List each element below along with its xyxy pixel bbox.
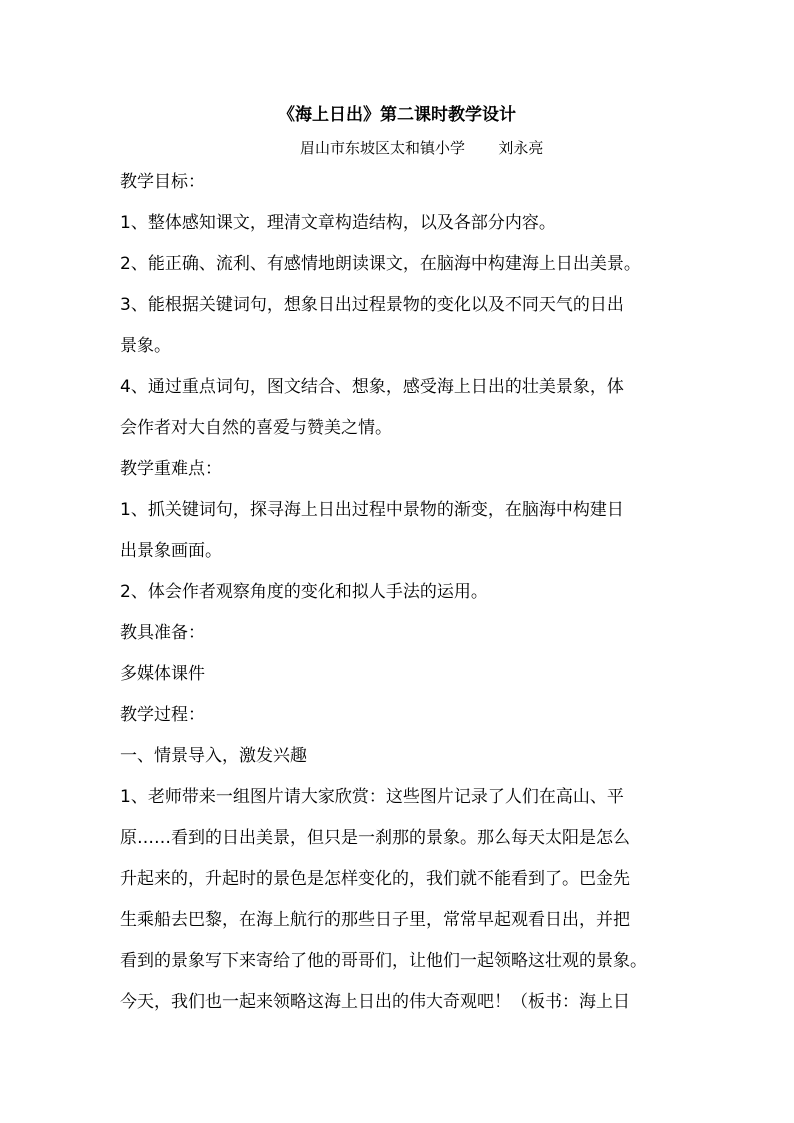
text-line: 看到的景象写下来寄给了他的哥哥们，让他们一起领略这壮观的景象。 xyxy=(120,951,647,971)
text-line: 1、抓关键词句，探寻海上日出过程中景物的渐变，在脑海中构建日 xyxy=(120,500,624,520)
text-line: 原……看到的日出美景，但只是一刹那的景象。那么每天太阳是怎么 xyxy=(120,828,630,848)
heading-process: 教学过程： xyxy=(120,705,205,725)
text-line: 今天，我们也一起来领略这海上日出的伟大奇观吧！（板书：海上日 xyxy=(120,992,630,1012)
text-line: 出景象画面。 xyxy=(120,541,222,561)
heading-materials: 教具准备： xyxy=(120,623,205,643)
heading-objectives: 教学目标： xyxy=(120,172,205,192)
heading-key-points: 教学重难点： xyxy=(120,459,222,479)
text-line: 升起来的，升起时的景色是怎样变化的，我们就不能看到了。巴金先 xyxy=(120,869,630,889)
text-line: 多媒体课件 xyxy=(120,664,205,684)
text-line: 2、体会作者观察角度的变化和拟人手法的运用。 xyxy=(120,582,488,602)
section-heading: 一、情景导入，激发兴趣 xyxy=(120,746,307,766)
text-line: 1、老师带来一组图片请大家欣赏：这些图片记录了人们在高山、平 xyxy=(120,787,624,807)
document-title: 《海上日出》第二课时教学设计 xyxy=(278,105,516,125)
text-line: 1、整体感知课文，理清文章构造结构，以及各部分内容。 xyxy=(120,213,556,233)
text-line: 3、能根据关键词句，想象日出过程景物的变化以及不同天气的日出 xyxy=(120,295,624,315)
text-line: 2、能正确、流利、有感情地朗读课文，在脑海中构建海上日出美景。 xyxy=(120,254,641,274)
text-line: 景象。 xyxy=(120,336,171,356)
text-line: 会作者对大自然的喜爱与赞美之情。 xyxy=(120,418,392,438)
text-line: 4、通过重点词句，图文结合、想象，感受海上日出的壮美景象，体 xyxy=(120,377,624,397)
text-line: 生乘船去巴黎，在海上航行的那些日子里，常常早起观看日出，并把 xyxy=(120,910,630,930)
author-line: 眉山市东坡区太和镇小学 刘永亮 xyxy=(300,139,544,157)
